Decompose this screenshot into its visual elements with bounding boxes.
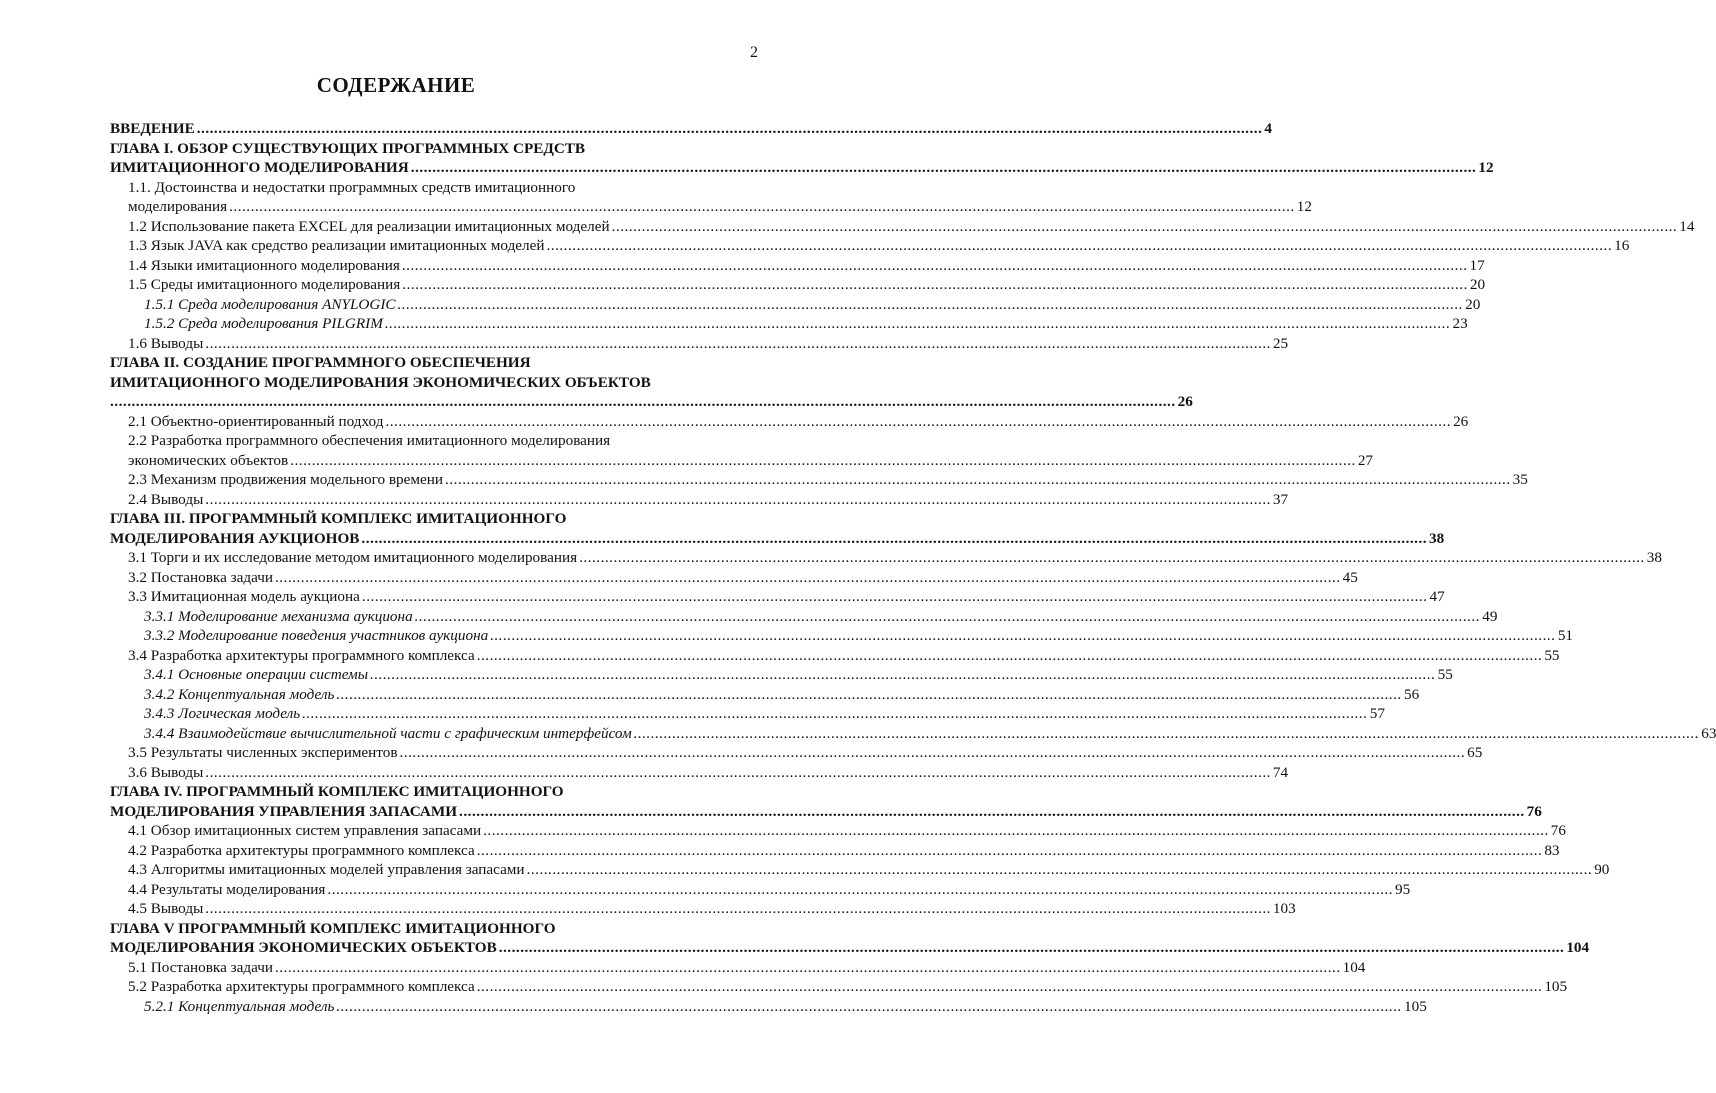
toc-page: 56	[1404, 685, 1420, 703]
toc-section-1-2[interactable]	[110, 217, 1695, 237]
toc-page: 51	[1557, 627, 1574, 644]
toc-leader	[490, 626, 1556, 646]
toc-section-4-3[interactable]	[110, 860, 1610, 880]
toc-section-2-3[interactable]	[110, 470, 1528, 490]
toc-page: 95	[1395, 880, 1411, 898]
toc-subsection-5-2-1[interactable]	[110, 997, 1427, 1017]
toc-leader	[205, 763, 1271, 783]
toc-section-3-5[interactable]	[110, 743, 1483, 763]
toc-leader	[483, 821, 1549, 841]
toc-leader	[385, 314, 1451, 334]
toc-leader	[400, 743, 1466, 763]
toc-leader	[275, 568, 1341, 588]
toc-entry-title: 3.3 Имитационная модель аукциона	[128, 588, 360, 605]
toc-section-2-4[interactable]	[110, 490, 1289, 510]
toc-page: 27	[1357, 451, 1374, 469]
toc-entry-title: 5.1 Постановка задачи	[128, 958, 273, 976]
toc-page: 47	[1429, 588, 1445, 605]
toc-entry-title: 1.5.1 Среда моделирования ANYLOGIC	[144, 295, 396, 313]
toc-leader	[110, 392, 1176, 412]
toc-page: 65	[1467, 744, 1483, 761]
toc-entry-title: 2.4 Выводы	[128, 490, 204, 508]
toc-leader	[579, 548, 1645, 568]
toc-entry-title: ГЛАВА III. ПРОГРАММНЫЙ КОМПЛЕКС ИМИТАЦИОННОГО	[110, 510, 567, 527]
toc-page: 49	[1482, 607, 1498, 625]
toc-section-3-2[interactable]	[110, 568, 1358, 588]
toc-entry-title: 1.6 Выводы	[128, 334, 204, 352]
toc-page: 16	[1614, 237, 1630, 254]
toc-entry-title-cont: МОДЕЛИРОВАНИЯ ЭКОНОМИЧЕСКИХ ОБЪЕКТОВ	[110, 939, 497, 956]
toc-leader	[336, 997, 1402, 1017]
toc-page: 20	[1465, 295, 1481, 313]
toc-section-1-4[interactable]	[110, 256, 1485, 276]
toc-section-3-4[interactable]	[110, 646, 1560, 666]
toc-page: 63	[1701, 724, 1716, 742]
toc-subsection-1-5-2[interactable]	[110, 314, 1468, 334]
toc-leader	[527, 860, 1593, 880]
toc-chapter-1[interactable]	[110, 139, 1494, 178]
toc-leader	[205, 334, 1271, 354]
toc-page: 17	[1469, 256, 1485, 274]
toc-section-1-6[interactable]	[110, 334, 1289, 354]
toc-page: 25	[1272, 334, 1289, 352]
toc-page: 105	[1404, 997, 1427, 1015]
toc-page: 83	[1544, 841, 1560, 859]
toc-chapter-4[interactable]	[110, 782, 1542, 821]
toc-leader	[612, 217, 1678, 237]
toc-page: 23	[1452, 315, 1468, 332]
toc-leader	[336, 685, 1402, 705]
toc-page: 104	[1342, 958, 1366, 976]
toc-entry-title-cont: МОДЕЛИРОВАНИЯ УПРАВЛЕНИЯ ЗАПАСАМИ	[110, 802, 458, 820]
toc-section-4-5[interactable]	[110, 899, 1296, 919]
toc-leader	[205, 490, 1271, 510]
toc-entry-title: 3.5 Результаты численных экспериментов	[128, 744, 398, 761]
toc-entry-intro[interactable]	[110, 119, 1272, 139]
toc-chapter-2[interactable]	[110, 353, 1193, 412]
toc-page: 26	[1453, 412, 1469, 430]
toc-leader	[634, 724, 1700, 744]
toc-page: 45	[1342, 568, 1358, 586]
toc-entry-title: 1.3 Язык JAVA как средство реализации имитационных моделей	[128, 237, 545, 254]
toc-leader	[370, 665, 1436, 685]
toc-subsection-3-3-2[interactable]	[110, 626, 1574, 646]
toc-section-1-5[interactable]	[110, 275, 1486, 295]
toc-leader	[459, 802, 1525, 822]
toc-entry-title: 3.2 Постановка задачи	[128, 568, 273, 586]
toc-entry-title: 3.4.2 Концептуальная модель	[144, 685, 335, 703]
toc-entry-title: 3.3.2 Моделирование поведения участников аукциона	[144, 627, 489, 644]
toc-leader	[385, 412, 1451, 432]
toc-entry-title: ГЛАВА I. ОБЗОР СУЩЕСТВУЮЩИХ ПРОГРАММНЫХ СРЕДСТВ	[110, 139, 586, 157]
page-number: 2	[750, 44, 758, 61]
toc-page: 26	[1177, 393, 1193, 410]
toc-entry-title: 4.5 Выводы	[128, 900, 204, 917]
toc-section-2-1[interactable]	[110, 412, 1469, 432]
toc-leader	[402, 256, 1468, 276]
toc-entry-title-cont: МОДЕЛИРОВАНИЯ АУКЦИОНОВ	[110, 529, 360, 547]
toc-leader	[477, 841, 1543, 861]
toc-entry-title: 4.4 Результаты моделирования	[128, 880, 326, 898]
toc-entry-title: 4.2 Разработка архитектуры программного комплекса	[128, 841, 475, 859]
toc-leader	[197, 119, 1263, 139]
toc-section-5-2[interactable]	[110, 977, 1568, 997]
toc-section-2-2[interactable]	[110, 431, 1374, 470]
toc-leader	[302, 704, 1368, 724]
toc-page: 35	[1512, 471, 1528, 488]
toc-page: 74	[1272, 763, 1289, 781]
toc-chapter-5[interactable]	[110, 919, 1590, 958]
page-title: СОДЕРЖАНИЕ	[316, 73, 476, 97]
toc-chapter-3[interactable]	[110, 509, 1445, 548]
toc-page: 55	[1544, 646, 1560, 664]
toc-page: 12	[1478, 159, 1494, 176]
toc-leader	[290, 451, 1356, 471]
toc-section-4-2[interactable]	[110, 841, 1560, 861]
toc-leader	[477, 646, 1543, 666]
toc-page: 90	[1594, 861, 1610, 878]
toc-leader	[275, 958, 1341, 978]
toc-page: 37	[1272, 490, 1289, 508]
toc-page: 14	[1679, 217, 1695, 235]
toc-page: 55	[1437, 666, 1453, 683]
toc-subsection-3-4-3[interactable]	[110, 704, 1385, 724]
toc-entry-title: 1.5 Среды имитационного моделирования	[128, 276, 401, 293]
toc-entry-title: 2.3 Механизм продвижения модельного времени	[128, 471, 443, 488]
toc-entry-title: 4.1 Обзор имитационных систем управления запасами	[128, 822, 482, 839]
toc-section-4-1[interactable]	[110, 821, 1566, 841]
toc-leader	[327, 880, 1393, 900]
toc-entry-title: 3.4.3 Логическая модель	[144, 705, 301, 722]
toc-entry-title: 4.3 Алгоритмы имитационных моделей управления запасами	[128, 861, 525, 878]
toc-subsection-3-3-1[interactable]	[110, 607, 1498, 627]
toc-entry-title: ГЛАВА IV. ПРОГРАММНЫЙ КОМПЛЕКС ИМИТАЦИОННОГО	[110, 783, 564, 800]
toc-leader	[415, 607, 1481, 627]
toc-entry-title: 1.1. Достоинства и недостатки программных средств имитационного	[128, 178, 576, 196]
toc-entry-title-cont: моделирования	[128, 198, 228, 215]
toc-leader	[546, 236, 1612, 256]
toc-section-1-1[interactable]	[110, 178, 1312, 217]
toc-page: 12	[1296, 198, 1312, 215]
toc-page: 105	[1544, 978, 1568, 995]
toc-entry-title: 3.6 Выводы	[128, 763, 204, 781]
toc-entry-title-cont: ИМИТАЦИОННОГО МОДЕЛИРОВАНИЯ ЭКОНОМИЧЕСКИХ ОБЪЕКТОВ	[110, 373, 651, 391]
toc-entry-title-cont: ИМИТАЦИОННОГО МОДЕЛИРОВАНИЯ	[110, 159, 409, 176]
toc-leader	[205, 899, 1271, 919]
toc-entry-title: 3.3.1 Моделирование механизма аукциона	[144, 607, 413, 625]
toc-page: 76	[1550, 822, 1566, 839]
toc-entry-title: 3.4.4 Взаимодействие вычислительной части с графическим интерфейсом	[144, 724, 632, 742]
toc-leader	[361, 529, 1427, 549]
toc-leader	[411, 158, 1477, 178]
toc-entry-title: 3.1 Торги и их исследование методом имитационного моделирования	[128, 549, 578, 566]
toc-page: 76	[1526, 802, 1542, 820]
toc-entry-title: 2.1 Объектно-ориентированный подход	[128, 412, 384, 430]
toc-subsection-3-4-4[interactable]	[110, 724, 1716, 744]
toc-page: 38	[1646, 549, 1662, 566]
toc-section-3-3[interactable]	[110, 587, 1445, 607]
toc-entry-title: 3.4 Разработка архитектуры программного комплекса	[128, 646, 475, 664]
toc-entry-title: 1.5.2 Среда моделирования PILGRIM	[144, 315, 383, 332]
toc-section-5-1[interactable]	[110, 958, 1366, 978]
toc-entry-title: ГЛАВА V ПРОГРАММНЫЙ КОМПЛЕКС ИМИТАЦИОННОГО	[110, 919, 556, 937]
toc-leader	[362, 587, 1428, 607]
toc-leader	[229, 197, 1295, 217]
toc-section-4-4[interactable]	[110, 880, 1411, 900]
toc-leader	[445, 470, 1511, 490]
toc-page: 4	[1264, 120, 1272, 137]
toc-page: 57	[1369, 705, 1385, 722]
toc-section-3-1[interactable]	[110, 548, 1662, 568]
toc-entry-title: ВВЕДЕНИЕ	[110, 120, 195, 137]
toc-entry-title: 5.2 Разработка архитектуры программного комплекса	[128, 978, 475, 995]
toc-page: 38	[1429, 529, 1445, 547]
toc-entry-title: 3.4.1 Основные операции системы	[144, 666, 369, 683]
toc-entry-title: 1.2 Использование пакета EXCEL для реализации имитационных моделей	[128, 217, 610, 235]
toc-leader	[402, 275, 1468, 295]
toc-entry-title-cont: экономических объектов	[128, 451, 289, 469]
toc-entry-title: 5.2.1 Концептуальная модель	[144, 997, 335, 1015]
toc-subsection-1-5-1[interactable]	[110, 295, 1481, 315]
toc-leader	[398, 295, 1464, 315]
toc-subsection-3-4-2[interactable]	[110, 685, 1420, 705]
toc-page: 20	[1469, 276, 1486, 293]
toc-leader	[499, 938, 1565, 958]
toc-leader	[477, 977, 1543, 997]
toc-page: 103	[1272, 900, 1296, 917]
toc-subsection-3-4-1[interactable]	[110, 665, 1453, 685]
toc-section-3-6[interactable]	[110, 763, 1289, 783]
toc-page: 104	[1566, 939, 1590, 956]
toc-entry-title: 2.2 Разработка программного обеспечения имитационного моделирования	[128, 432, 611, 449]
table-of-contents	[110, 119, 1716, 1016]
toc-entry-title: ГЛАВА II. СОЗДАНИЕ ПРОГРАММНОГО ОБЕСПЕЧЕНИЯ	[110, 354, 531, 371]
toc-section-1-3[interactable]	[110, 236, 1630, 256]
toc-entry-title: 1.4 Языки имитационного моделирования	[128, 256, 400, 274]
